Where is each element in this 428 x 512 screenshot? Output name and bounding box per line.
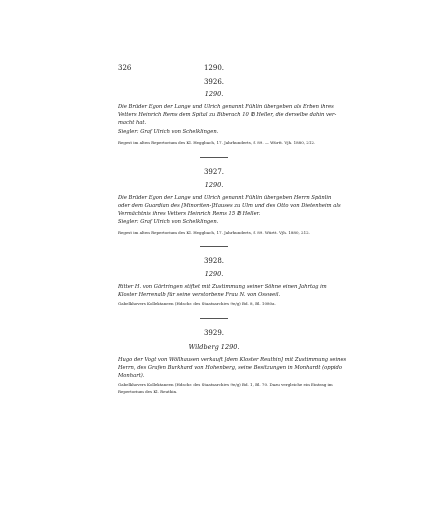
entry-divider [200,318,228,319]
summary-line: Herrn, des Grafen Burkhard von Hohenberg, seine Besitzungen in Monhardt (oppido [118,365,342,372]
entry-number: 3929. [203,329,225,337]
entry-source [118,230,360,237]
entry-source [118,140,360,147]
entry-source [118,301,360,308]
source-line: Gabelkhovers Kollektaneen (Hdschr. des Staatsarchivs 9e/g) Bd. 1, Bl. 70. Dazu vergleiche ein Eintrag im [118,382,333,387]
source-line: Repertorium des Kl. Reuthin. [118,388,178,394]
entry-summary [118,103,356,128]
entry-number: 3928. [203,257,225,265]
entry-date: Wildberg 1290. [188,343,240,351]
entry-date: 1290. [204,90,224,98]
entry-summary [118,194,356,219]
entry-sealer: Siegler: Graf Ulrich von Schelklingen. [118,129,219,135]
entry-number: 3927. [203,168,225,176]
source-line: Regest im alten Repertorium des Kl. Heggbach, 17. Jahrhunderts, f. 89. — Württ. Vjh. 1880, 212. [118,140,316,145]
summary-line: Monhart). [118,373,145,380]
summary-line: Hugo der Vogt von Wöllhausen verkauft [dem Kloster Reuthin] mit Zustimmung seines [118,357,347,363]
summary-line: Vetters Heinrich Rems dem Spital zu Biberach 10 ℔ Heller, die derselbe dahin ver- [118,112,337,119]
summary-line: oder dem Guardian des [Minoriten-]Hauses zu Ulm und des Otto von Dietenheim als [118,203,341,210]
running-head: 1290. [203,64,225,72]
summary-line: Kloster Herrenalb für seine verstorbene Frau N. von Ossweil. [118,292,281,299]
summary-line: Die Brüder Egon der Lange und Ulrich genannt Fühlin übergeben als Erben ihres [118,104,334,110]
summary-line: macht hat. [118,120,147,127]
summary-line: Die Brüder Egon der Lange und Ulrich genannt Fühlin übergeben Herrn Spänlin [118,195,332,201]
entry-summary [118,356,356,381]
entry-source [118,382,360,395]
summary-line: Vermächtnis ihres Vetters Heinrich Rems 15 ℔ Heller. [118,211,261,218]
entry-divider [200,246,228,247]
entry-divider [200,157,228,158]
entry-date: 1290. [204,270,224,278]
entry-date: 1290. [204,181,224,189]
source-line: Gabelkhovers Kollektaneen (Hdschr. des Staatsarchivs 9e/g) Bd. 8, Bl. 1080a. [118,301,276,306]
entry-sealer: Siegler: Graf Ulrich von Schelklingen. [118,219,219,225]
entry-number: 3926. [203,78,225,86]
source-line: Regest im alten Repertorium des Kl. Heggbach, 17. Jahrhunderts, f. 89. Württ. Vjh. 1880, 212. [118,230,310,235]
page-number: 326 [118,64,132,72]
summary-line: Ritter H. von Gärtringen stiftet mit Zustimmung seiner Söhne einen Jahrtag im [118,284,327,290]
entry-summary [118,283,356,299]
